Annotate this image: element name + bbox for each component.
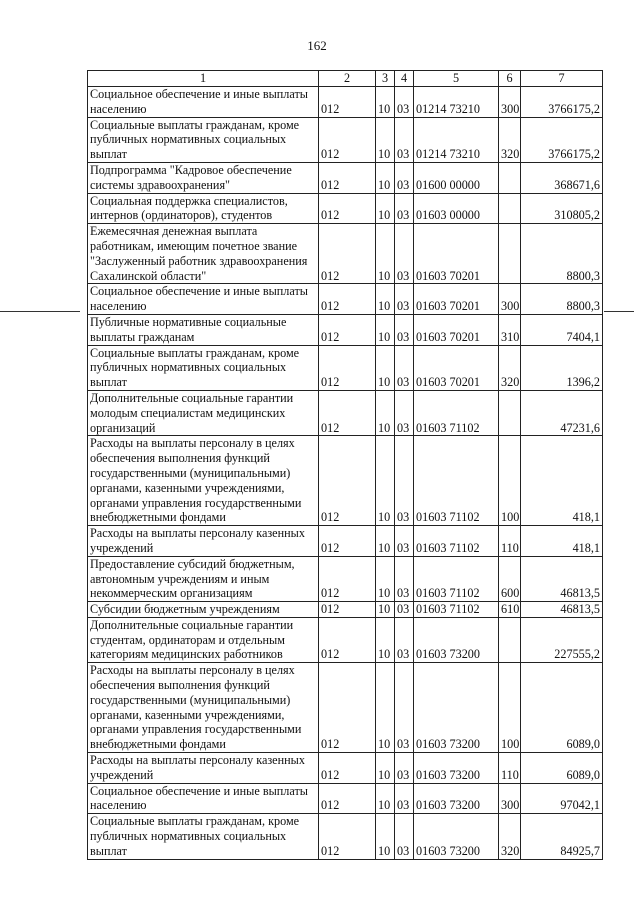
- row-name-cell: Публичные нормативные социальные выплаты гражданам: [88, 314, 319, 345]
- target-code-cell: 01214 73210: [414, 117, 499, 162]
- amount-cell: 7404,1: [521, 314, 603, 345]
- column-header-5: 5: [414, 71, 499, 87]
- scan-line-artifact: [0, 311, 80, 312]
- ministry-code-cell: 012: [319, 162, 376, 193]
- table-row: [88, 663, 603, 753]
- ministry-code-cell: 012: [319, 556, 376, 601]
- amount-cell: 8800,3: [521, 284, 603, 315]
- section-code-cell: 10: [376, 162, 395, 193]
- amount-cell: 6089,0: [521, 663, 603, 753]
- page-number: 162: [307, 38, 327, 53]
- row-name-cell: Социальные выплаты гражданам, кроме публичных нормативных социальных выплат: [88, 117, 319, 162]
- expense-type-cell: 300: [499, 783, 521, 814]
- expense-type-cell: 110: [499, 753, 521, 784]
- expense-type-cell: 300: [499, 87, 521, 118]
- section-code-cell: 10: [376, 117, 395, 162]
- ministry-code-cell: 012: [319, 117, 376, 162]
- table-body: [88, 87, 603, 860]
- row-name-cell: Социальная поддержка специалистов, интернов (ординаторов), студентов: [88, 193, 319, 224]
- subsection-code-cell: 03: [395, 436, 414, 526]
- expense-type-cell: [499, 617, 521, 662]
- section-code-cell: 10: [376, 617, 395, 662]
- amount-cell: 97042,1: [521, 783, 603, 814]
- amount-cell: 310805,2: [521, 193, 603, 224]
- table-row: [88, 117, 603, 162]
- section-code-cell: 10: [376, 284, 395, 315]
- table-row: [88, 526, 603, 557]
- table-row: [88, 556, 603, 601]
- subsection-code-cell: 03: [395, 390, 414, 435]
- section-code-cell: 10: [376, 663, 395, 753]
- table-row: [88, 162, 603, 193]
- section-code-cell: 10: [376, 436, 395, 526]
- ministry-code-cell: 012: [319, 617, 376, 662]
- table-row: [88, 345, 603, 390]
- amount-cell: 46813,5: [521, 602, 603, 618]
- section-code-cell: 10: [376, 783, 395, 814]
- ministry-code-cell: 012: [319, 390, 376, 435]
- expense-type-cell: 100: [499, 436, 521, 526]
- subsection-code-cell: 03: [395, 556, 414, 601]
- table-row: [88, 602, 603, 618]
- target-code-cell: 01603 73200: [414, 814, 499, 859]
- column-header-6: 6: [499, 71, 521, 87]
- target-code-cell: 01603 70201: [414, 345, 499, 390]
- expense-type-cell: 300: [499, 284, 521, 315]
- row-name-cell: Дополнительные социальные гарантии молодым специалистам медицинских организаций: [88, 390, 319, 435]
- ministry-code-cell: 012: [319, 663, 376, 753]
- expense-type-cell: [499, 224, 521, 284]
- subsection-code-cell: 03: [395, 224, 414, 284]
- table-row: [88, 193, 603, 224]
- subsection-code-cell: 03: [395, 663, 414, 753]
- subsection-code-cell: 03: [395, 284, 414, 315]
- ministry-code-cell: 012: [319, 345, 376, 390]
- expense-type-cell: 600: [499, 556, 521, 601]
- table-row: [88, 436, 603, 526]
- expense-type-cell: 320: [499, 345, 521, 390]
- ministry-code-cell: 012: [319, 436, 376, 526]
- amount-cell: 3766175,2: [521, 117, 603, 162]
- subsection-code-cell: 03: [395, 117, 414, 162]
- section-code-cell: 10: [376, 556, 395, 601]
- ministry-code-cell: 012: [319, 87, 376, 118]
- subsection-code-cell: 03: [395, 602, 414, 618]
- table-row: [88, 814, 603, 859]
- target-code-cell: 01603 73200: [414, 783, 499, 814]
- row-name-cell: Расходы на выплаты персоналу в целях обеспечения выполнения функций государственными (муниципальными) органами, казенными учреждениями, органами управления государственными внебюджетными фондами: [88, 663, 319, 753]
- section-code-cell: 10: [376, 602, 395, 618]
- expense-type-cell: 310: [499, 314, 521, 345]
- section-code-cell: 10: [376, 814, 395, 859]
- target-code-cell: 01603 71102: [414, 526, 499, 557]
- expense-type-cell: 320: [499, 117, 521, 162]
- amount-cell: 84925,7: [521, 814, 603, 859]
- section-code-cell: 10: [376, 345, 395, 390]
- subsection-code-cell: 03: [395, 814, 414, 859]
- ministry-code-cell: 012: [319, 783, 376, 814]
- expense-type-cell: 320: [499, 814, 521, 859]
- table-row: [88, 390, 603, 435]
- target-code-cell: 01603 70201: [414, 224, 499, 284]
- ministry-code-cell: 012: [319, 284, 376, 315]
- amount-cell: 368671,6: [521, 162, 603, 193]
- ministry-code-cell: 012: [319, 314, 376, 345]
- row-name-cell: Расходы на выплаты персоналу казенных учреждений: [88, 526, 319, 557]
- target-code-cell: 01603 73200: [414, 617, 499, 662]
- subsection-code-cell: 03: [395, 193, 414, 224]
- expense-type-cell: [499, 193, 521, 224]
- scan-line-artifact: [604, 311, 634, 312]
- table-row: [88, 617, 603, 662]
- ministry-code-cell: 012: [319, 753, 376, 784]
- target-code-cell: 01603 71102: [414, 602, 499, 618]
- row-name-cell: Дополнительные социальные гарантии студентам, ординаторам и отдельным категориям медицинских работников: [88, 617, 319, 662]
- target-code-cell: 01600 00000: [414, 162, 499, 193]
- amount-cell: 227555,2: [521, 617, 603, 662]
- expense-type-cell: 610: [499, 602, 521, 618]
- subsection-code-cell: 03: [395, 314, 414, 345]
- subsection-code-cell: 03: [395, 753, 414, 784]
- row-name-cell: Социальные выплаты гражданам, кроме публичных нормативных социальных выплат: [88, 345, 319, 390]
- section-code-cell: 10: [376, 390, 395, 435]
- table-row: [88, 224, 603, 284]
- section-code-cell: 10: [376, 87, 395, 118]
- ministry-code-cell: 012: [319, 814, 376, 859]
- target-code-cell: 01214 73210: [414, 87, 499, 118]
- column-header-1: 1: [88, 71, 319, 87]
- column-header-3: 3: [376, 71, 395, 87]
- subsection-code-cell: 03: [395, 87, 414, 118]
- amount-cell: 418,1: [521, 436, 603, 526]
- amount-cell: 8800,3: [521, 224, 603, 284]
- row-name-cell: Социальные выплаты гражданам, кроме публичных нормативных социальных выплат: [88, 814, 319, 859]
- target-code-cell: 01603 73200: [414, 663, 499, 753]
- row-name-cell: Социальное обеспечение и иные выплаты населению: [88, 87, 319, 118]
- table-row: [88, 753, 603, 784]
- table-row: [88, 314, 603, 345]
- column-header-4: 4: [395, 71, 414, 87]
- budget-table: [87, 70, 603, 860]
- amount-cell: 6089,0: [521, 753, 603, 784]
- ministry-code-cell: 012: [319, 224, 376, 284]
- expense-type-cell: [499, 162, 521, 193]
- row-name-cell: Расходы на выплаты персоналу казенных учреждений: [88, 753, 319, 784]
- section-code-cell: 10: [376, 193, 395, 224]
- expense-type-cell: 100: [499, 663, 521, 753]
- row-name-cell: Ежемесячная денежная выплата работникам, имеющим почетное звание "Заслуженный работник здравоохранения Сахалинской области": [88, 224, 319, 284]
- amount-cell: 418,1: [521, 526, 603, 557]
- expense-type-cell: 110: [499, 526, 521, 557]
- row-name-cell: Субсидии бюджетным учреждениям: [88, 602, 319, 618]
- section-code-cell: 10: [376, 526, 395, 557]
- row-name-cell: Подпрограмма "Кадровое обеспечение системы здравоохранения": [88, 162, 319, 193]
- section-code-cell: 10: [376, 314, 395, 345]
- row-name-cell: Социальное обеспечение и иные выплаты населению: [88, 783, 319, 814]
- target-code-cell: 01603 70201: [414, 284, 499, 315]
- row-name-cell: Социальное обеспечение и иные выплаты населению: [88, 284, 319, 315]
- table-row: [88, 284, 603, 315]
- target-code-cell: 01603 00000: [414, 193, 499, 224]
- target-code-cell: 01603 73200: [414, 753, 499, 784]
- table-header-row: [88, 71, 603, 87]
- expense-type-cell: [499, 390, 521, 435]
- section-code-cell: 10: [376, 224, 395, 284]
- column-header-7: 7: [521, 71, 603, 87]
- amount-cell: 46813,5: [521, 556, 603, 601]
- ministry-code-cell: 012: [319, 526, 376, 557]
- target-code-cell: 01603 71102: [414, 556, 499, 601]
- subsection-code-cell: 03: [395, 345, 414, 390]
- table-row: [88, 783, 603, 814]
- section-code-cell: 10: [376, 753, 395, 784]
- subsection-code-cell: 03: [395, 617, 414, 662]
- target-code-cell: 01603 70201: [414, 314, 499, 345]
- target-code-cell: 01603 71102: [414, 436, 499, 526]
- subsection-code-cell: 03: [395, 526, 414, 557]
- row-name-cell: Расходы на выплаты персоналу в целях обеспечения выполнения функций государственными (муниципальными) органами, казенными учреждениями, органами управления государственными внебюджетными фондами: [88, 436, 319, 526]
- column-header-2: 2: [319, 71, 376, 87]
- row-name-cell: Предоставление субсидий бюджетным, автономным учреждениям и иным некоммерческим организациям: [88, 556, 319, 601]
- ministry-code-cell: 012: [319, 193, 376, 224]
- ministry-code-cell: 012: [319, 602, 376, 618]
- target-code-cell: 01603 71102: [414, 390, 499, 435]
- subsection-code-cell: 03: [395, 162, 414, 193]
- amount-cell: 1396,2: [521, 345, 603, 390]
- table-row: [88, 87, 603, 118]
- amount-cell: 47231,6: [521, 390, 603, 435]
- subsection-code-cell: 03: [395, 783, 414, 814]
- amount-cell: 3766175,2: [521, 87, 603, 118]
